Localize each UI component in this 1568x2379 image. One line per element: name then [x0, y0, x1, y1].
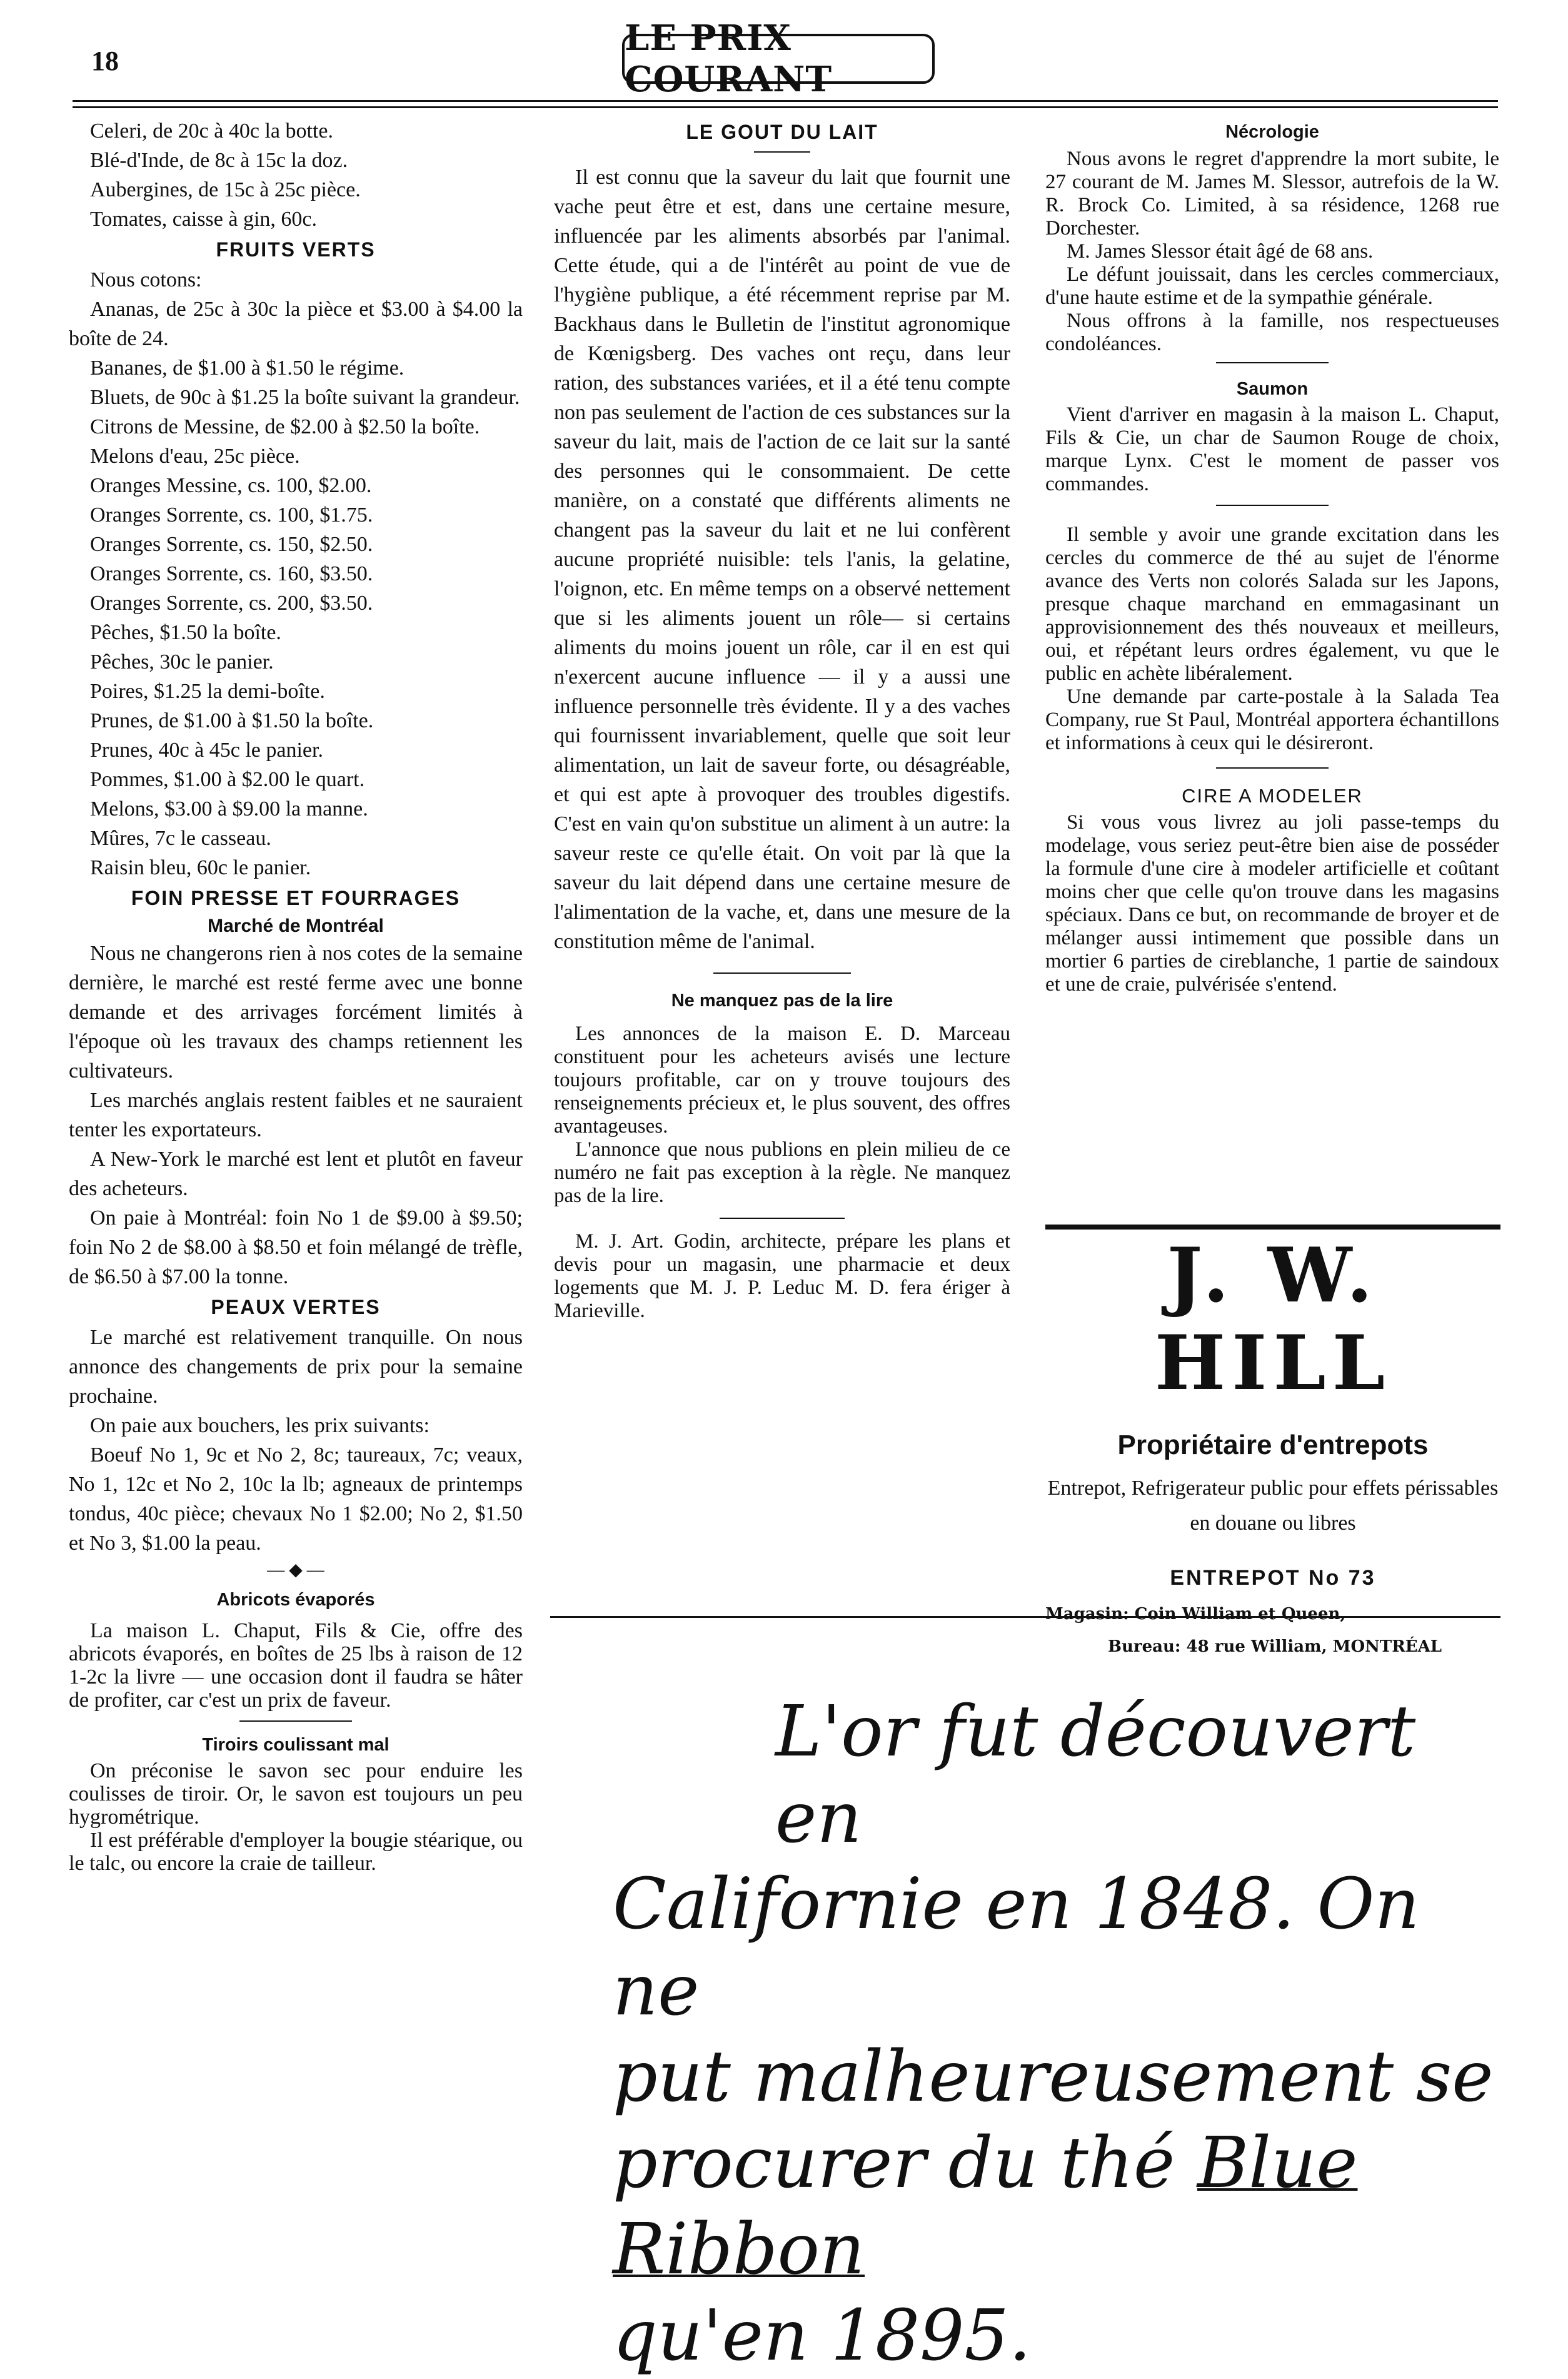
section-heading-foin: FOIN PRESSE ET FOURRAGES [131, 887, 461, 909]
column-right [1045, 116, 1499, 996]
price-line: Aubergines, de 15c à 25c pièce. [90, 178, 361, 201]
page-number: 18 [91, 46, 119, 76]
price-line: Celeri, de 20c à 40c la botte. [90, 119, 333, 143]
price-line: Melons d'eau, 25c pièce. [90, 445, 300, 468]
price-line: Pêches, 30c le panier. [90, 650, 274, 674]
price-line: Prunes, de $1.00 à $1.50 la boîte. [90, 709, 374, 732]
cire-paragraph: Si vous vous livrez au joli passe-temps du modelage, vous seriez peut-être bien aise de posséder la formule d'une cire à modeler artificielle et coûtant moins cher que celle qu'on trouve dans les magasins spéciaux. Dans ce but, on recommande de broyer et de mélanger aussi intimement que possible dans un mortier 6 parties de cireblanche, 1 partie de saindoux et une de craie, pulvérisée s'entend. [1045, 811, 1499, 996]
section-rule [1216, 362, 1329, 363]
section-subheading-foin: Marché de Montréal [208, 916, 384, 936]
blue-ribbon-line: L'or fut découvert en [775, 1691, 1416, 1859]
hill-entrepot: ENTREPOT No 73 [1170, 1566, 1376, 1590]
price-line: Pêches, $1.50 la boîte. [90, 621, 281, 644]
section-heading-lire: Ne manquez pas de la lire [671, 991, 893, 1011]
necrologie-paragraph: Nous offrons à la famille, nos respectueuses condoléances. [1045, 310, 1499, 355]
price-line: Poires, $1.25 la demi-boîte. [90, 680, 325, 703]
section-heading-saumon: Saumon [1236, 379, 1309, 399]
vegetable-prices [69, 116, 523, 234]
hill-subtitle: Propriétaire d'entrepots [1117, 1430, 1429, 1460]
blue-ribbon-brand: Blue Ribbon [613, 2123, 1358, 2290]
section-rule [1216, 767, 1329, 769]
section-rule [1216, 505, 1329, 506]
peaux-paragraph: On paie aux bouchers, les prix suivants: [90, 1414, 430, 1437]
section-heading-gout: LE GOUT DU LAIT [686, 121, 878, 143]
header-rule-thin [73, 106, 1498, 108]
section-rule [720, 1218, 845, 1219]
fruit-prices [69, 265, 523, 882]
abricots-paragraph: La maison L. Chaput, Fils & Cie, offre des abricots évaporés, en boîtes de 25 lbs à raison de 12 1-2c la livre — une occasion dont il faudra se hâter de profiter, car c'est un prix de faveur. [69, 1619, 523, 1712]
section-heading-tiroirs: Tiroirs coulissant mal [202, 1735, 389, 1755]
peaux-paragraph: Le marché est relativement tranquille. On nous annonce des changements de prix pour la semaine prochaine. [69, 1326, 523, 1408]
foin-paragraph: Les marchés anglais restent faibles et ne sauraient tenter les exportateurs. [69, 1089, 523, 1141]
blue-ribbon-rule [550, 1616, 1500, 1618]
necrologie-paragraph: M. James Slessor était âgé de 68 ans. [1067, 240, 1374, 263]
price-line: Oranges Sorrente, cs. 160, $3.50. [90, 562, 373, 585]
section-heading-abricots: Abricots évaporés [216, 1590, 375, 1610]
price-line: Bananes, de $1.00 à $1.50 le régime. [90, 356, 405, 380]
price-line: Ananas, de 25c à 30c la pièce et $3.00 à $4.00 la boîte de 24. [69, 298, 523, 350]
section-rule [239, 1720, 352, 1722]
hill-advertisement [1045, 1230, 1500, 1656]
price-line: Oranges Sorrente, cs. 150, $2.50. [90, 533, 373, 556]
price-line: Oranges Sorrente, cs. 200, $3.50. [90, 592, 373, 615]
godin-paragraph: M. J. Art. Godin, architecte, prépare les plans et devis pour un magasin, une pharmacie et deux logements que M. J. P. Leduc M. D. fera ériger à Marieville. [554, 1230, 1010, 1322]
tiroirs-paragraph: Il est préférable d'employer la bougie stéarique, ou le talc, ou encore la craie de tailleur. [69, 1829, 523, 1875]
foin-paragraph: Nous ne changerons rien à nos cotes de la semaine dernière, le marché est resté ferme avec une bonne demande et des arrivages forcément limités à l'époque où les travaux des champs retiennent les cultivateurs. [69, 942, 523, 1083]
section-heading-peaux: PEAUX VERTES [211, 1296, 381, 1318]
section-heading-necrologie: Nécrologie [1225, 122, 1319, 142]
price-line: Oranges Sorrente, cs. 100, $1.75. [90, 503, 373, 527]
hill-bureau: Bureau: 48 rue William, MONTRÉAL [1108, 1637, 1442, 1656]
salada-paragraph: Il semble y avoir une grande excitation dans les cercles du commerce de thé au sujet de l'énorme avance des Verts non colorés Salada sur les Japons, presque chaque marchand en emmagasinant un approvisionnement des thés nouveaux et meilleurs, oui, et répétant leurs ordres également, vu que le public en achète libéralement. [1045, 523, 1499, 685]
blue-ribbon-advertisement [613, 1689, 1500, 2379]
lire-paragraph: L'annonce que nous publions en plein milieu de ce numéro ne fait pas exception à la règle. Ne manquez pas de la lire. [554, 1138, 1010, 1207]
blue-ribbon-line: qu'en 1895. [613, 2295, 1032, 2376]
price-line: Melons, $3.00 à $9.00 la manne. [90, 797, 368, 821]
fruits-intro: Nous cotons: [90, 268, 202, 291]
blue-ribbon-line: Californie en 1848. On ne [613, 1864, 1420, 2031]
section-heading-cire: CIRE A MODELER [1182, 785, 1363, 807]
hill-ad-rule [1045, 1225, 1500, 1230]
section-rule [713, 972, 851, 974]
header-rule [73, 100, 1498, 102]
blue-ribbon-line [613, 2120, 1500, 2293]
salada-paragraph: Une demande par carte-postale à la Salada Tea Company, rue St Paul, Montréal apportera échantillons et informations à ceux qui le désireront. [1045, 685, 1499, 754]
necrologie-paragraph: Nous avons le regret d'apprendre la mort subite, le 27 courant de M. James M. Slessor, autrefois de la W. R. Brock Co. Limited, à sa résidence, 1268 rue Dorchester. [1045, 148, 1499, 240]
peaux-paragraph: Boeuf No 1, 9c et No 2, 8c; taureaux, 7c; veaux, No 1, 12c et No 2, 10c la lb; agneaux de printemps tondus, 40c pièce; chevaux No 1 $2.00; No 2, $1.50 et No 3, $1.00 la peau. [69, 1443, 523, 1555]
hill-name: J. W. HILL [1154, 1231, 1392, 1407]
price-line: Blé-d'Inde, de 8c à 15c la doz. [90, 149, 348, 172]
price-line: Raisin bleu, 60c le panier. [90, 856, 311, 879]
hill-magasin: Magasin: Coin William et Queen, [1045, 1605, 1346, 1624]
masthead-title: LE PRIX COURANT [625, 18, 833, 100]
price-line: Mûres, 7c le casseau. [90, 827, 271, 850]
price-line: Oranges Messine, cs. 100, $2.00. [90, 474, 372, 497]
gout-paragraph: Il est connu que la saveur du lait que fournit une vache peut être et est, dans une certaine mesure, influencée par les aliments absorbés par l'animal. Cette étude, qui a de l'intérêt au point de vue de l'hygiène publique, a été récemment reprise par M. Backhaus dans le Bulletin de l'institut agronomique de Kœnigsberg. Des vaches ont reçu, dans leur ration, des substances variées, et il a été tenu compte non pas seulement de l'action de ces substances sur la saveur du lait, mais de l'action de ce lait sur la santé des personnes qui le consommaient. De cette manière, on a constaté que différents aliments ne changent pas la saveur du lait et ne lui confèrent aucune propriété nuisible: tels l'anis, la gelatine, l'oignon, etc. En même temps on a observé nettement que si les aliments jouent un rôle— si certains aliments du moins jouent un rôle, car il en est qui n'exercent aucune influence — il y a aussi une influence personnelle très évidente. Il y a des vaches qui fournissent invariablement, quelle que soit leur alimentation, un lait de saveur forte, ou désagréable, et qui est apte à provoquer des troubles digestifs. C'est en vain qu'on substitue un aliment à un autre: la saveur reste ce qu'elle était. On voit par là que la saveur du lait dépend dans une certaine mesure de l'alimentation de la vache, et, dans une mesure de la constitution même de l'animal. [554, 166, 1010, 953]
price-line: Pommes, $1.00 à $2.00 le quart. [90, 768, 365, 791]
blue-ribbon-text: procurer du thé [613, 2123, 1197, 2204]
lire-paragraph: Les annonces de la maison E. D. Marceau constituent pour les acheteurs avisés une lecture toujours profitable, car on y trouve toujours des renseignements précieux et, le plus souvent, des offres avantageuses. [554, 1023, 1010, 1138]
necrologie-paragraph: Le défunt jouissait, dans les cercles commerciaux, d'une haute estime et de la sympathie générale. [1045, 263, 1499, 309]
price-line: Prunes, 40c à 45c le panier. [90, 739, 323, 762]
column-left [69, 116, 523, 1875]
ornament-divider: — ◆ — [267, 1560, 324, 1580]
foin-paragraph: A New-York le marché est lent et plutôt en faveur des acheteurs. [69, 1148, 523, 1200]
foin-paragraph: On paie à Montréal: foin No 1 de $9.00 à $9.50; foin No 2 de $8.00 à $8.50 et foin mélangé de trèfle, de $6.50 à $7.00 la tonne. [69, 1206, 523, 1288]
price-line: Tomates, caisse à gin, 60c. [90, 208, 318, 231]
column-middle [554, 116, 1010, 1323]
section-heading-fruits: FRUITS VERTS [216, 238, 376, 261]
hill-description: Entrepot, Refrigerateur public pour effets périssables en douane ou libres [1047, 1477, 1499, 1535]
blue-ribbon-line: put malheureusement se [613, 2036, 1494, 2118]
price-line: Bluets, de 90c à $1.25 la boîte suivant la grandeur. [90, 386, 520, 409]
masthead-logo [622, 18, 935, 100]
tiroirs-paragraph: On préconise le savon sec pour enduire les coulisses de tiroir. Or, le savon est toujours un peu hygrométrique. [69, 1759, 523, 1829]
section-rule [754, 151, 810, 153]
saumon-paragraph: Vient d'arriver en magasin à la maison L. Chaput, Fils & Cie, un char de Saumon Rouge de choix, marque Lynx. C'est le moment de passer vos commandes. [1045, 403, 1499, 495]
price-line: Citrons de Messine, de $2.00 à $2.50 la boîte. [90, 415, 480, 438]
